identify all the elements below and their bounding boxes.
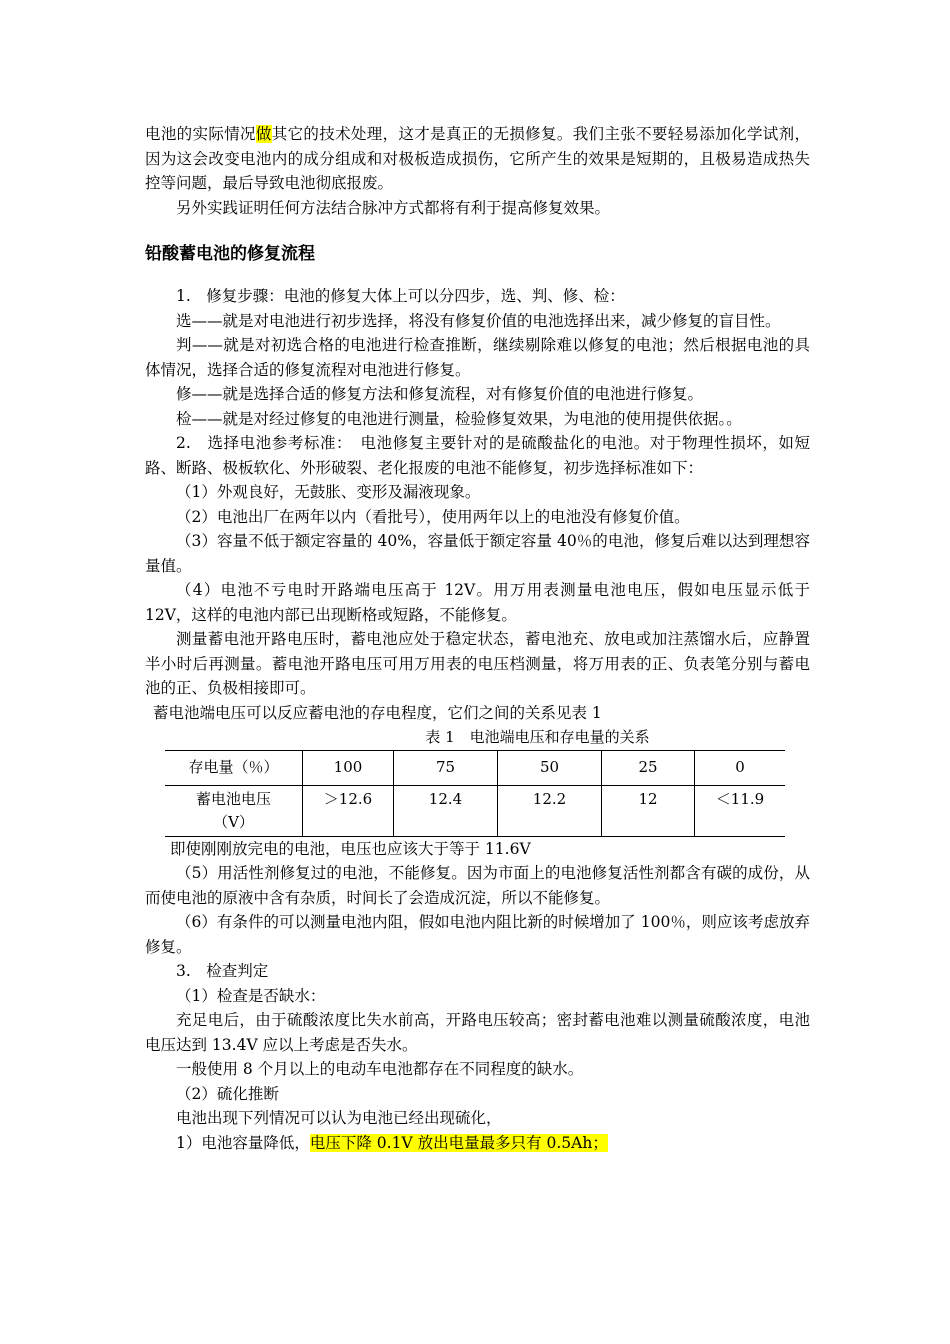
highlighted-word: 做 bbox=[255, 125, 272, 143]
intro-text-a: 电池的实际情况 bbox=[145, 125, 256, 143]
table-row bbox=[165, 750, 785, 785]
min-voltage-note: 即使刚刚放完电的电池，电压也应该大于等于 11.6V bbox=[170, 839, 531, 858]
step-select: 选——就是对电池进行初步选择，将没有修复价值的电池选择出来，减少修复的盲目性。 bbox=[176, 311, 781, 330]
step-judge: 判——就是对初选合格的电池进行检查推断，继续剔除难以修复的电池；然后根据电池的具体情况，选择合适的修复流程对电池进行修复。 bbox=[145, 336, 810, 379]
criterion-4: （4）电池不亏电时开路端电压高于 12V。用万用表测量电池电压，假如电压显示低于 12V，这样的电池内部已出现断格或短路，不能修复。 bbox=[145, 581, 810, 624]
table-cell: 50 bbox=[498, 750, 602, 785]
table-cell: 25 bbox=[602, 750, 695, 785]
table-cell: ＞12.6 bbox=[303, 785, 394, 836]
criterion-1: （1）外观良好，无鼓胀、变形及漏液现象。 bbox=[176, 483, 481, 501]
pulse-paragraph: 另外实践证明任何方法结合脉冲方式都将有利于提高修复效果。 bbox=[176, 198, 611, 217]
sulfation-item-1 bbox=[145, 1131, 810, 1156]
section-heading: 铅酸蓄电池的修复流程 bbox=[145, 244, 315, 264]
document-page bbox=[145, 122, 810, 1155]
criterion-3: （3）容量不低于额定容量的 40%，容量低于额定容量 40％的电池，修复后难以达到理想容量值。 bbox=[145, 532, 810, 575]
criterion-6: （6）有条件的可以测量电池内阻，假如电池内阻比新的时候增加了 100％，则应该考虑放弃修复。 bbox=[145, 913, 810, 956]
sulfation-item-text: 1）电池容量降低， bbox=[176, 1133, 310, 1152]
table-cell: 存电量（％） bbox=[165, 750, 303, 785]
highlighted-text: 电压下降 0.1V 放出电量最多只有 0.5Ah； bbox=[309, 1133, 608, 1152]
step-2: 2. 选择电池参考标准： 电池修复主要针对的是硫酸盐化的电池。对于物理性损坏，如短路、断路、极板软化、外形破裂、老化报废的电池不能修复，初步选择标准如下： bbox=[145, 434, 810, 477]
table-cell: 12.4 bbox=[394, 785, 498, 836]
check-water-note: 一般使用 8 个月以上的电动车电池都存在不同程度的缺水。 bbox=[176, 1060, 584, 1078]
step-1: 1. 修复步骤：电池的修复大体上可以分四步，选、判、修、检： bbox=[176, 287, 625, 305]
check-water: （1）检查是否缺水： bbox=[176, 986, 326, 1005]
voltage-table bbox=[165, 750, 785, 837]
criterion-5: （5）用活性剂修复过的电池，不能修复。因为市面上的电池修复活性剂都含有碳的成份，从而使电池的原液中含有杂质，时间长了会造成沉淀，所以不能修复。 bbox=[145, 864, 810, 907]
table-cell: 蓄电池电压（V） bbox=[165, 785, 303, 836]
sulfation-heading: （2）硫化推断 bbox=[176, 1084, 279, 1103]
check-water-detail: 充足电后，由于硫酸浓度比失水前高，开路电压较高；密封蓄电池难以测量硫酸浓度，电池电压达到 13.4V 应以上考虑是否失水。 bbox=[145, 1011, 810, 1054]
table-cell: 12.2 bbox=[498, 785, 602, 836]
table-cell: 12 bbox=[602, 785, 695, 836]
sulfation-intro: 电池出现下列情况可以认为电池已经出现硫化， bbox=[176, 1109, 502, 1127]
table-cell: ＜11.9 bbox=[695, 785, 786, 836]
table-cell: 0 bbox=[695, 750, 786, 785]
table-cell: 75 bbox=[394, 750, 498, 785]
criterion-2: （2）电池出厂在两年以内（看批号），使用两年以上的电池没有修复价值。 bbox=[176, 507, 690, 526]
step-3: 3. 检查判定 bbox=[176, 962, 269, 980]
table-cell: 100 bbox=[303, 750, 394, 785]
step-check: 检——就是对经过修复的电池进行测量，检验修复效果，为电池的使用提供依据。。 bbox=[176, 409, 742, 428]
table-caption: 表 1 电池端电压和存电量的关系 bbox=[425, 728, 650, 746]
measure-paragraph: 测量蓄电池开路电压时，蓄电池应处于稳定状态，蓄电池充、放电或加注蒸馏水后，应静置半小时后再测量。蓄电池开路电压可用万用表的电压档测量，将万用表的正、负表笔分别与蓄电池的正、负极相接即可。 bbox=[145, 630, 810, 697]
relation-paragraph: 蓄电池端电压可以反应蓄电池的存电程度，它们之间的关系见表 1 bbox=[153, 703, 602, 722]
intro-paragraph bbox=[145, 122, 810, 196]
step-repair: 修——就是选择合适的修复方法和修复流程，对有修复价值的电池进行修复。 bbox=[176, 385, 704, 403]
table-row bbox=[165, 785, 785, 836]
intro-text-b: 其它的技术处理，这才是真正的无损修复。我们主张不要轻易添加化学试剂，因为这会改变电池内的成分组成和对极板造成损伤，它所产生的效果是短期的，且极易造成热失控等问题，最后导致电池彻底报废。 bbox=[145, 125, 810, 192]
